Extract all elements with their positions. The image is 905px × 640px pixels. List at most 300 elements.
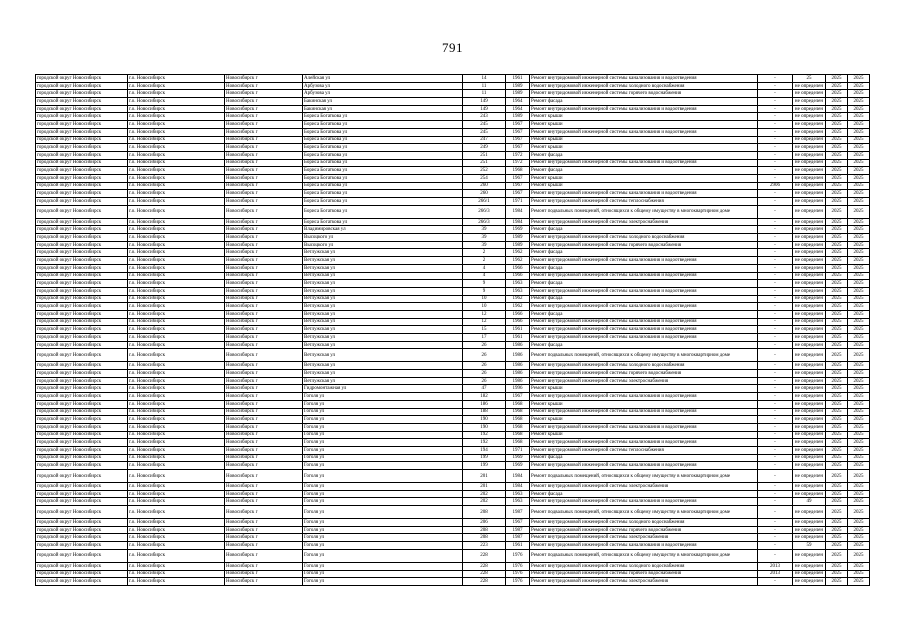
house-number-cell: 15 (463, 326, 506, 334)
city-cell: Новосибирск г (225, 75, 303, 83)
work-type-cell: Ремонт фасада (530, 226, 758, 234)
district-cell: городской округ Новосибирск (36, 303, 128, 311)
plan-year-start-cell: 2025 (826, 349, 848, 362)
street-cell: Гоголя ул (303, 542, 463, 550)
settlement-cell: г.о. Новосибирск (128, 431, 225, 439)
cost-cell: - (758, 549, 793, 562)
district-cell: городской округ Новосибирск (36, 310, 128, 318)
plan-year-end-cell: 2025 (848, 377, 870, 385)
street-cell: Ветлужская ул (303, 334, 463, 342)
build-year-cell: 1968 (506, 400, 530, 408)
district-cell: городской округ Новосибирск (36, 446, 128, 454)
street-cell: Гоголя ул (303, 534, 463, 542)
street-cell: Ветлужская ул (303, 303, 463, 311)
city-cell: Новосибирск г (225, 198, 303, 206)
work-type-cell: Ремонт внутридомовой инженерной системы горячего водоснабжения (530, 570, 758, 578)
cost-cell: - (758, 462, 793, 470)
build-year-cell: 1964 (506, 98, 530, 106)
plan-year-start-cell: 2025 (826, 326, 848, 334)
district-cell: городской округ Новосибирск (36, 377, 128, 385)
work-type-cell: Ремонт подвальных помещений, относящихся к общему имуществу в многоквартирном доме (530, 470, 758, 483)
settlement-cell: г.о. Новосибирск (128, 226, 225, 234)
district-cell: городской округ Новосибирск (36, 151, 128, 159)
volume-cell: не определен (793, 234, 826, 242)
build-year-cell: 1972 (506, 159, 530, 167)
table-row (36, 98, 870, 106)
city-cell: Новосибирск г (225, 287, 303, 295)
street-cell: Гоголя ул (303, 526, 463, 534)
work-type-cell: Ремонт внутридомовой инженерной системы электроснабжения (530, 377, 758, 385)
cost-cell: - (758, 454, 793, 462)
plan-year-start-cell: 2025 (826, 218, 848, 226)
street-cell: Ветлужская ул (303, 295, 463, 303)
table-row (36, 570, 870, 578)
settlement-cell: г.о. Новосибирск (128, 128, 225, 136)
work-type-cell: Ремонт подвальных помещений, относящихся к общему имуществу в многоквартирном доме (530, 349, 758, 362)
district-cell: городской округ Новосибирск (36, 534, 128, 542)
table-row (36, 198, 870, 206)
street-cell: Алейская ул (303, 75, 463, 83)
settlement-cell: г.о. Новосибирск (128, 498, 225, 506)
plan-year-start-cell: 2025 (826, 416, 848, 424)
build-year-cell: 1961 (506, 542, 530, 550)
district-cell: городской округ Новосибирск (36, 542, 128, 550)
house-number-cell: 266/1 (463, 198, 506, 206)
cost-cell: - (758, 280, 793, 288)
table-row (36, 90, 870, 98)
plan-year-end-cell: 2025 (848, 205, 870, 218)
build-year-cell: 1963 (506, 287, 530, 295)
city-cell: Новосибирск г (225, 218, 303, 226)
plan-year-end-cell: 2025 (848, 393, 870, 401)
house-number-cell: 9 (463, 280, 506, 288)
table-row (36, 190, 870, 198)
work-type-cell: Ремонт внутридомовой инженерной системы канализования и водоотведения (530, 257, 758, 265)
volume-cell: не определен (793, 385, 826, 393)
plan-year-start-cell: 2025 (826, 295, 848, 303)
house-number-cell: 39 (463, 234, 506, 242)
build-year-cell: 1962 (506, 249, 530, 257)
settlement-cell: г.о. Новосибирск (128, 462, 225, 470)
house-number-cell: 228 (463, 578, 506, 586)
district-cell: городской округ Новосибирск (36, 234, 128, 242)
street-cell: Бориса Богаткова ул (303, 198, 463, 206)
district-cell: городской округ Новосибирск (36, 249, 128, 257)
street-cell: Гоголя ул (303, 519, 463, 527)
house-number-cell: 266/3 (463, 218, 506, 226)
build-year-cell: 1984 (506, 470, 530, 483)
city-cell: Новосибирск г (225, 182, 303, 190)
city-cell: Новосибирск г (225, 578, 303, 586)
district-cell: городской округ Новосибирск (36, 113, 128, 121)
plan-year-end-cell: 2025 (848, 506, 870, 519)
plan-year-start-cell: 2025 (826, 542, 848, 550)
volume-cell: не определен (793, 446, 826, 454)
settlement-cell: г.о. Новосибирск (128, 416, 225, 424)
cost-cell: - (758, 159, 793, 167)
plan-year-end-cell: 2025 (848, 349, 870, 362)
street-cell: Гоголя ул (303, 416, 463, 424)
district-cell: городской округ Новосибирск (36, 264, 128, 272)
city-cell: Новосибирск г (225, 439, 303, 447)
plan-year-start-cell: 2025 (826, 190, 848, 198)
city-cell: Новосибирск г (225, 498, 303, 506)
plan-year-end-cell: 2025 (848, 159, 870, 167)
volume-cell: не определен (793, 562, 826, 570)
table-row (36, 121, 870, 129)
plan-year-end-cell: 2025 (848, 423, 870, 431)
plan-year-end-cell: 2025 (848, 151, 870, 159)
district-cell: городской округ Новосибирск (36, 578, 128, 586)
volume-cell: не определен (793, 113, 826, 121)
table-row (36, 483, 870, 491)
district-cell: городской округ Новосибирск (36, 416, 128, 424)
street-cell: Гоголя ул (303, 578, 463, 586)
build-year-cell: 1968 (506, 439, 530, 447)
build-year-cell: 1984 (506, 483, 530, 491)
street-cell: Гоголя ул (303, 423, 463, 431)
work-type-cell: Ремонт внутридомовой инженерной системы холодного водоснабжения (530, 362, 758, 370)
plan-year-start-cell: 2025 (826, 310, 848, 318)
build-year-cell: 1968 (506, 431, 530, 439)
street-cell: Бориса Богаткова ул (303, 167, 463, 175)
work-type-cell: Ремонт внутридомовой инженерной системы электроснабжения (530, 218, 758, 226)
district-cell: городской округ Новосибирск (36, 506, 128, 519)
street-cell: Ветлужская ул (303, 370, 463, 378)
volume-cell: не определен (793, 462, 826, 470)
street-cell: Ветлужская ул (303, 377, 463, 385)
street-cell: Бориса Богаткова ул (303, 174, 463, 182)
work-type-cell: Ремонт внутридомовой инженерной системы канализования и водоотведения (530, 334, 758, 342)
table-row (36, 519, 870, 527)
settlement-cell: г.о. Новосибирск (128, 534, 225, 542)
city-cell: Новосибирск г (225, 113, 303, 121)
cost-cell: - (758, 174, 793, 182)
volume-cell: не определен (793, 377, 826, 385)
district-cell: городской округ Новосибирск (36, 408, 128, 416)
work-type-cell: Ремонт фасада (530, 98, 758, 106)
house-number-cell: 260 (463, 190, 506, 198)
settlement-cell: г.о. Новосибирск (128, 121, 225, 129)
plan-year-start-cell: 2025 (826, 562, 848, 570)
street-cell: Гоголя ул (303, 470, 463, 483)
build-year-cell: 1967 (506, 190, 530, 198)
work-type-cell: Ремонт внутридомовой инженерной системы горячего водоснабжения (530, 526, 758, 534)
street-cell: Бориса Богаткова ул (303, 159, 463, 167)
build-year-cell: 1986 (506, 349, 530, 362)
cost-cell: - (758, 264, 793, 272)
house-number-cell: 12 (463, 310, 506, 318)
build-year-cell: 1966 (506, 264, 530, 272)
district-cell: городской округ Новосибирск (36, 423, 128, 431)
settlement-cell: г.о. Новосибирск (128, 113, 225, 121)
table-row (36, 326, 870, 334)
settlement-cell: г.о. Новосибирск (128, 578, 225, 586)
settlement-cell: г.о. Новосибирск (128, 257, 225, 265)
settlement-cell: г.о. Новосибирск (128, 549, 225, 562)
house-number-cell: 228 (463, 549, 506, 562)
city-cell: Новосибирск г (225, 341, 303, 349)
district-cell: городской округ Новосибирск (36, 334, 128, 342)
volume-cell: не определен (793, 257, 826, 265)
volume-cell: не определен (793, 470, 826, 483)
work-type-cell: Ремонт внутридомовой инженерной системы горячего водоснабжения (530, 90, 758, 98)
table-row (36, 349, 870, 362)
plan-year-end-cell: 2025 (848, 334, 870, 342)
plan-year-start-cell: 2025 (826, 205, 848, 218)
work-type-cell: Ремонт внутридомовой инженерной системы канализования и водоотведения (530, 75, 758, 83)
city-cell: Новосибирск г (225, 190, 303, 198)
table-row (36, 287, 870, 295)
plan-year-end-cell: 2025 (848, 370, 870, 378)
settlement-cell: г.о. Новосибирск (128, 483, 225, 491)
table-row (36, 534, 870, 542)
table-row (36, 182, 870, 190)
plan-year-end-cell: 2025 (848, 182, 870, 190)
settlement-cell: г.о. Новосибирск (128, 249, 225, 257)
district-cell: городской округ Новосибирск (36, 326, 128, 334)
volume-cell: не определен (793, 423, 826, 431)
district-cell: городской округ Новосибирск (36, 75, 128, 83)
table-row (36, 393, 870, 401)
city-cell: Новосибирск г (225, 272, 303, 280)
work-type-cell: Ремонт фасада (530, 264, 758, 272)
cost-cell: - (758, 498, 793, 506)
table-row (36, 218, 870, 226)
house-number-cell: 249 (463, 144, 506, 152)
city-cell: Новосибирск г (225, 400, 303, 408)
district-cell: городской округ Новосибирск (36, 519, 128, 527)
cost-cell: - (758, 90, 793, 98)
street-cell: Гоголя ул (303, 483, 463, 491)
build-year-cell: 1971 (506, 198, 530, 206)
house-number-cell: 11 (463, 90, 506, 98)
cost-cell: - (758, 310, 793, 318)
district-cell: городской округ Новосибирск (36, 159, 128, 167)
city-cell: Новосибирск г (225, 416, 303, 424)
settlement-cell: г.о. Новосибирск (128, 287, 225, 295)
plan-year-start-cell: 2025 (826, 151, 848, 159)
street-cell: Гоголя ул (303, 506, 463, 519)
settlement-cell: г.о. Новосибирск (128, 370, 225, 378)
volume-cell: не определен (793, 483, 826, 491)
city-cell: Новосибирск г (225, 326, 303, 334)
plan-year-start-cell: 2025 (826, 264, 848, 272)
plan-year-start-cell: 2025 (826, 431, 848, 439)
plan-year-end-cell: 2025 (848, 264, 870, 272)
volume-cell: не определен (793, 349, 826, 362)
house-number-cell: 26 (463, 349, 506, 362)
table-row (36, 234, 870, 242)
work-type-cell: Ремонт крыши (530, 416, 758, 424)
table-row (36, 159, 870, 167)
settlement-cell: г.о. Новосибирск (128, 182, 225, 190)
city-cell: Новосибирск г (225, 431, 303, 439)
street-cell: Гидромонтажная ул (303, 385, 463, 393)
cost-cell: - (758, 423, 793, 431)
city-cell: Новосибирск г (225, 159, 303, 167)
plan-year-start-cell: 2025 (826, 82, 848, 90)
plan-year-start-cell: 2025 (826, 105, 848, 113)
plan-year-end-cell: 2025 (848, 416, 870, 424)
district-cell: городской округ Новосибирск (36, 362, 128, 370)
cost-cell: - (758, 241, 793, 249)
plan-year-start-cell: 2025 (826, 423, 848, 431)
work-type-cell: Ремонт фасада (530, 454, 758, 462)
plan-year-end-cell: 2025 (848, 272, 870, 280)
house-number-cell: 149 (463, 105, 506, 113)
settlement-cell: г.о. Новосибирск (128, 400, 225, 408)
build-year-cell: 1986 (506, 370, 530, 378)
city-cell: Новосибирск г (225, 144, 303, 152)
settlement-cell: г.о. Новосибирск (128, 174, 225, 182)
work-type-cell: Ремонт внутридомовой инженерной системы канализования и водоотведения (530, 498, 758, 506)
work-type-cell: Ремонт крыши (530, 121, 758, 129)
plan-year-end-cell: 2025 (848, 113, 870, 121)
plan-year-start-cell: 2025 (826, 90, 848, 98)
settlement-cell: г.о. Новосибирск (128, 75, 225, 83)
plan-year-start-cell: 2025 (826, 182, 848, 190)
work-type-cell: Ремонт внутридомовой инженерной системы электроснабжения (530, 578, 758, 586)
city-cell: Новосибирск г (225, 370, 303, 378)
district-cell: городской округ Новосибирск (36, 393, 128, 401)
district-cell: городской округ Новосибирск (36, 121, 128, 129)
volume-cell: не определен (793, 416, 826, 424)
build-year-cell: 1967 (506, 128, 530, 136)
build-year-cell: 1989 (506, 241, 530, 249)
plan-year-start-cell: 2025 (826, 272, 848, 280)
volume-cell: не определен (793, 272, 826, 280)
build-year-cell: 1984 (506, 205, 530, 218)
street-cell: Бакинская ул (303, 98, 463, 106)
table-row (36, 526, 870, 534)
plan-year-end-cell: 2025 (848, 226, 870, 234)
plan-year-end-cell: 2025 (848, 190, 870, 198)
table-row (36, 174, 870, 182)
settlement-cell: г.о. Новосибирск (128, 272, 225, 280)
city-cell: Новосибирск г (225, 318, 303, 326)
district-cell: городской округ Новосибирск (36, 318, 128, 326)
work-type-cell: Ремонт внутридомовой инженерной системы холодного водоснабжения (530, 234, 758, 242)
work-type-cell: Ремонт подвальных помещений, относящихся к общему имуществу в многоквартирном доме (530, 549, 758, 562)
work-type-cell: Ремонт крыши (530, 385, 758, 393)
district-cell: городской округ Новосибирск (36, 526, 128, 534)
build-year-cell: 1964 (506, 105, 530, 113)
plan-year-end-cell: 2025 (848, 136, 870, 144)
volume-cell: не определен (793, 334, 826, 342)
plan-year-start-cell: 2025 (826, 280, 848, 288)
street-cell: Бориса Богаткова ул (303, 121, 463, 129)
house-number-cell: 228 (463, 570, 506, 578)
plan-year-end-cell: 2025 (848, 295, 870, 303)
cost-cell: - (758, 151, 793, 159)
work-type-cell: Ремонт крыши (530, 144, 758, 152)
city-cell: Новосибирск г (225, 105, 303, 113)
plan-year-end-cell: 2025 (848, 257, 870, 265)
work-type-cell: Ремонт внутридомовой инженерной системы теплоснабжения (530, 198, 758, 206)
district-cell: городской округ Новосибирск (36, 462, 128, 470)
plan-year-start-cell: 2025 (826, 167, 848, 175)
table-row (36, 295, 870, 303)
plan-year-start-cell: 2025 (826, 318, 848, 326)
cost-cell: - (758, 226, 793, 234)
settlement-cell: г.о. Новосибирск (128, 310, 225, 318)
volume-cell: не определен (793, 431, 826, 439)
district-cell: городской округ Новосибирск (36, 182, 128, 190)
plan-year-start-cell: 2025 (826, 249, 848, 257)
work-type-cell: Ремонт внутридомовой инженерной системы канализования и водоотведения (530, 272, 758, 280)
plan-year-start-cell: 2025 (826, 498, 848, 506)
table-row (36, 128, 870, 136)
city-cell: Новосибирск г (225, 264, 303, 272)
house-number-cell: 247 (463, 136, 506, 144)
plan-year-end-cell: 2025 (848, 249, 870, 257)
plan-year-start-cell: 2025 (826, 226, 848, 234)
build-year-cell: 1986 (506, 377, 530, 385)
table-row (36, 416, 870, 424)
volume-cell: не определен (793, 318, 826, 326)
district-cell: городской округ Новосибирск (36, 136, 128, 144)
table-row (36, 257, 870, 265)
work-type-cell: Ремонт фасада (530, 310, 758, 318)
plan-year-start-cell: 2025 (826, 257, 848, 265)
district-cell: городской округ Новосибирск (36, 570, 128, 578)
settlement-cell: г.о. Новосибирск (128, 408, 225, 416)
volume-cell: не определен (793, 439, 826, 447)
volume-cell: не определен (793, 98, 826, 106)
district-cell: городской округ Новосибирск (36, 190, 128, 198)
table-row (36, 318, 870, 326)
plan-year-start-cell: 2025 (826, 446, 848, 454)
settlement-cell: г.о. Новосибирск (128, 218, 225, 226)
house-number-cell: 39 (463, 226, 506, 234)
house-number-cell: 26 (463, 341, 506, 349)
plan-year-start-cell: 2025 (826, 519, 848, 527)
settlement-cell: г.о. Новосибирск (128, 570, 225, 578)
street-cell: Гоголя ул (303, 462, 463, 470)
plan-year-start-cell: 2025 (826, 462, 848, 470)
build-year-cell: 1976 (506, 562, 530, 570)
plan-year-end-cell: 2025 (848, 310, 870, 318)
city-cell: Новосибирск г (225, 82, 303, 90)
volume-cell: не определен (793, 295, 826, 303)
district-cell: городской округ Новосибирск (36, 549, 128, 562)
table-row (36, 431, 870, 439)
district-cell: городской округ Новосибирск (36, 385, 128, 393)
city-cell: Новосибирск г (225, 205, 303, 218)
cost-cell: - (758, 446, 793, 454)
build-year-cell: 1984 (506, 218, 530, 226)
build-year-cell: 1962 (506, 257, 530, 265)
house-number-cell: 199 (463, 454, 506, 462)
city-cell: Новосибирск г (225, 393, 303, 401)
settlement-cell: г.о. Новосибирск (128, 136, 225, 144)
plan-year-end-cell: 2025 (848, 483, 870, 491)
capital-repair-table (35, 74, 870, 586)
plan-year-end-cell: 2025 (848, 280, 870, 288)
work-type-cell: Ремонт внутридомовой инженерной системы канализования и водоотведения (530, 408, 758, 416)
plan-year-end-cell: 2025 (848, 218, 870, 226)
plan-year-end-cell: 2025 (848, 128, 870, 136)
table-row (36, 408, 870, 416)
work-type-cell: Ремонт внутридомовой инженерной системы канализования и водоотведения (530, 128, 758, 136)
settlement-cell: г.о. Новосибирск (128, 377, 225, 385)
street-cell: Ветлужская ул (303, 264, 463, 272)
settlement-cell: г.о. Новосибирск (128, 439, 225, 447)
build-year-cell: 1969 (506, 226, 530, 234)
cost-cell: - (758, 519, 793, 527)
district-cell: городской округ Новосибирск (36, 90, 128, 98)
